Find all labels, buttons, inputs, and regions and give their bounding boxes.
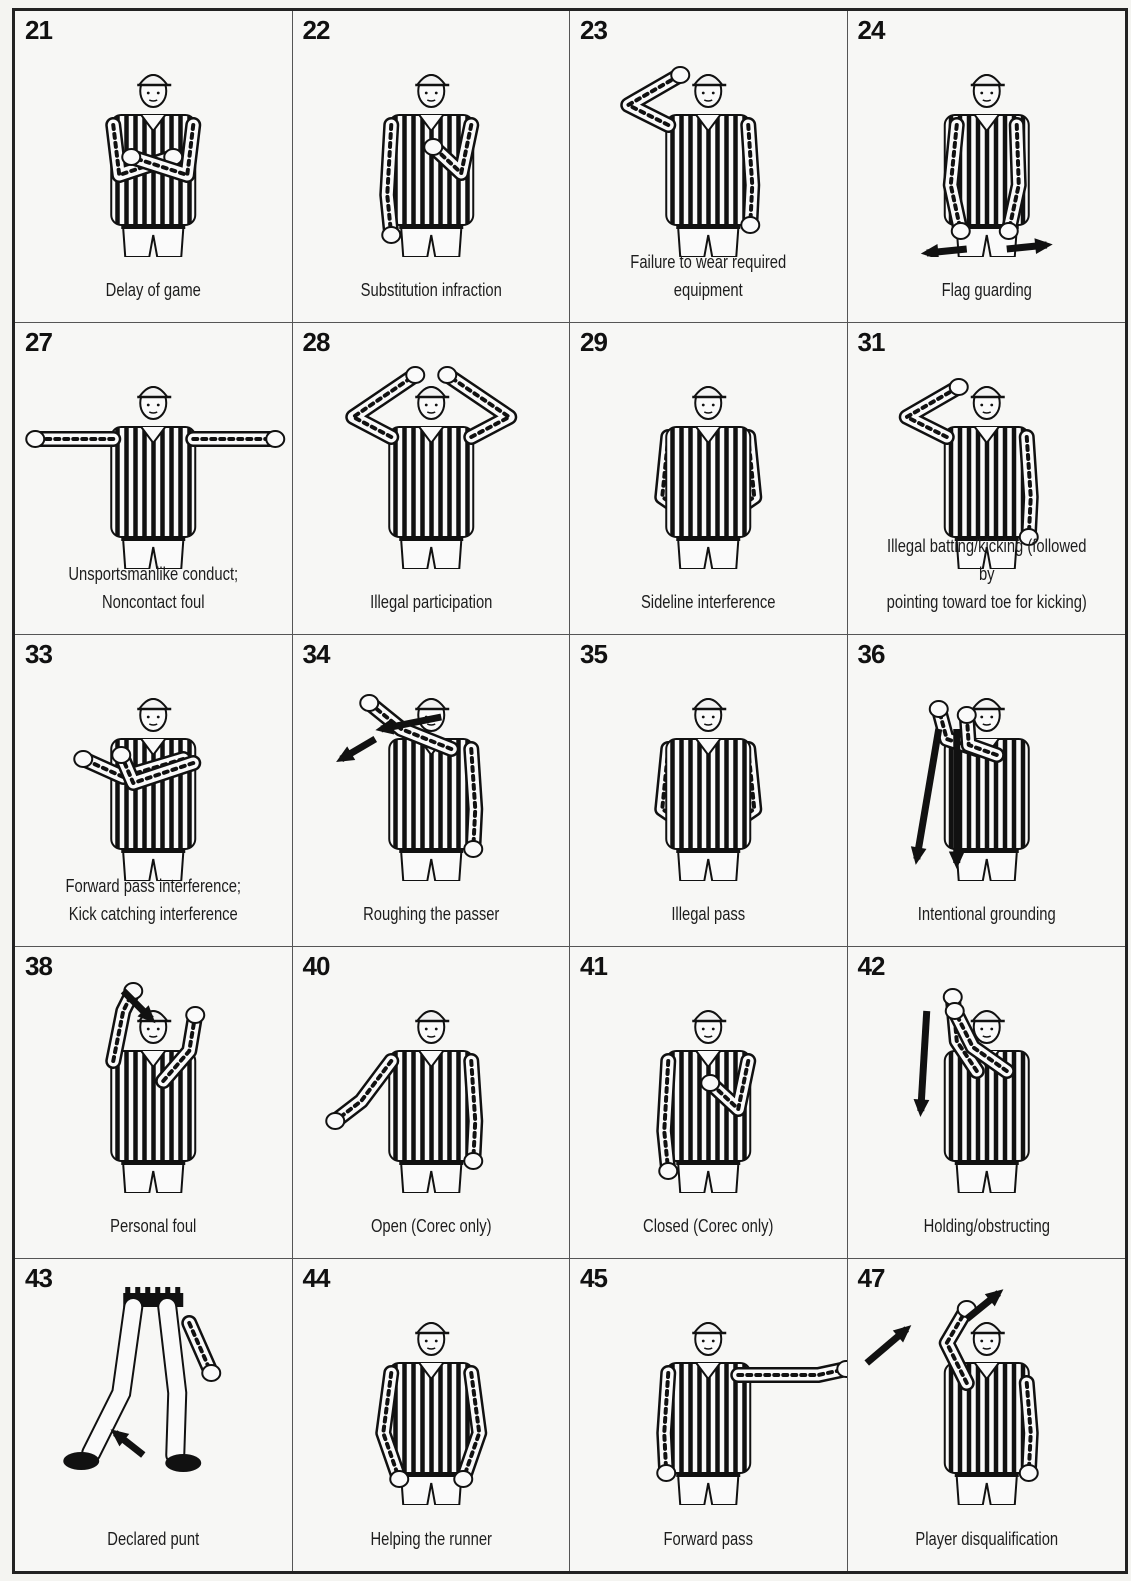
signal-caption: Helping the runner xyxy=(370,1529,492,1549)
signal-number: 41 xyxy=(580,951,607,981)
signal-caption: Open (Corec only) xyxy=(370,1216,492,1236)
signal-caption: Failure to wear required equipment xyxy=(630,252,787,300)
referee-arms-folded-chest-illustration xyxy=(15,35,292,257)
signal-number: 35 xyxy=(580,639,607,669)
signal-number: 22 xyxy=(302,15,330,45)
signal-caption: Delay of game xyxy=(105,280,201,300)
referee-thumb-over-shoulder-arrows-illustration xyxy=(848,1283,1126,1505)
signal-cell xyxy=(848,635,1126,947)
signal-caption: Unsportsmanlike conduct; Noncontact foul xyxy=(68,564,239,612)
signal-number: 29 xyxy=(580,327,607,357)
signal-caption: Flag guarding xyxy=(941,280,1032,300)
referee-arm-out-down-illustration xyxy=(293,971,570,1193)
signal-caption: Illegal batting/kicking (followed by pointing toward toe for kicking) xyxy=(886,536,1087,612)
signal-cell xyxy=(293,947,571,1259)
referee-arm-chop-arrow-illustration xyxy=(293,659,570,881)
signal-caption: Forward pass interference; Kick catching interference xyxy=(65,876,242,924)
signal-number: 27 xyxy=(25,327,52,357)
referee-hand-swing-side-illustration xyxy=(848,35,1126,257)
signal-number: 42 xyxy=(857,951,885,981)
referee-chop-hand-up-illustration xyxy=(15,971,292,1193)
signals-chart xyxy=(12,8,1128,1574)
referee-hands-on-cap-illustration xyxy=(293,347,570,569)
signal-cell xyxy=(15,11,293,323)
signal-caption: Substitution infraction xyxy=(360,280,502,300)
referee-arms-out-wide-illustration xyxy=(15,347,292,569)
signal-cell xyxy=(570,11,848,323)
signal-cell xyxy=(570,1259,848,1571)
signal-number: 23 xyxy=(580,15,607,45)
signal-cell xyxy=(293,11,571,323)
referee-legs-kick-illustration xyxy=(15,1283,292,1505)
referee-hand-to-head-illustration xyxy=(570,35,847,257)
signal-number: 24 xyxy=(857,15,885,45)
signal-cell xyxy=(570,323,848,635)
referee-grasp-wrist-arrow-illustration xyxy=(848,971,1126,1193)
signal-caption: Forward pass xyxy=(663,1529,753,1549)
signal-number: 36 xyxy=(857,639,885,669)
signal-caption: Illegal pass xyxy=(671,904,746,924)
referee-arm-point-forward-illustration xyxy=(570,1283,847,1505)
signal-number: 33 xyxy=(25,639,52,669)
signal-cell xyxy=(293,635,571,947)
referee-hand-on-chest-illustration xyxy=(570,971,847,1193)
signal-caption: Holding/obstructing xyxy=(923,1216,1050,1236)
signal-cell xyxy=(848,11,1126,323)
signal-number: 28 xyxy=(302,327,330,357)
signal-cell xyxy=(15,947,293,1259)
signal-cell xyxy=(293,323,571,635)
signal-number: 38 xyxy=(25,951,52,981)
signal-cell xyxy=(15,1259,293,1571)
signal-cell xyxy=(15,323,293,635)
signal-number: 21 xyxy=(25,15,52,45)
signal-number: 43 xyxy=(25,1263,52,1293)
signal-cell xyxy=(570,947,848,1259)
signal-number: 31 xyxy=(857,327,885,357)
referee-hands-push-forward-illustration xyxy=(15,659,292,881)
signal-number: 40 xyxy=(302,951,330,981)
signal-caption: Illegal participation xyxy=(369,592,492,612)
signal-cell xyxy=(570,635,848,947)
referee-hand-on-chest-illustration xyxy=(293,35,570,257)
signal-caption: Roughing the passer xyxy=(362,904,499,924)
signal-caption: Intentional grounding xyxy=(917,904,1056,924)
signal-caption: Player disqualification xyxy=(914,1529,1058,1549)
signal-cell xyxy=(293,1259,571,1571)
referee-hands-push-down-illustration xyxy=(293,1283,570,1505)
signal-cell xyxy=(848,1259,1126,1571)
signal-caption: Declared punt xyxy=(107,1529,200,1549)
signal-number: 44 xyxy=(302,1263,330,1293)
referee-hands-behind-back-illustration xyxy=(570,659,847,881)
signal-cell xyxy=(848,947,1126,1259)
signal-cell xyxy=(848,323,1126,635)
signal-caption: Sideline interference xyxy=(640,592,776,612)
signal-number: 34 xyxy=(302,639,330,669)
referee-hands-swing-down-arrows-illustration xyxy=(848,659,1126,881)
signal-caption: Closed (Corec only) xyxy=(643,1216,774,1236)
signal-caption: Personal foul xyxy=(110,1216,197,1236)
referee-hands-behind-back-illustration xyxy=(570,347,847,569)
signal-number: 47 xyxy=(857,1263,885,1293)
signal-cell xyxy=(15,635,293,947)
signal-number: 45 xyxy=(580,1263,607,1293)
